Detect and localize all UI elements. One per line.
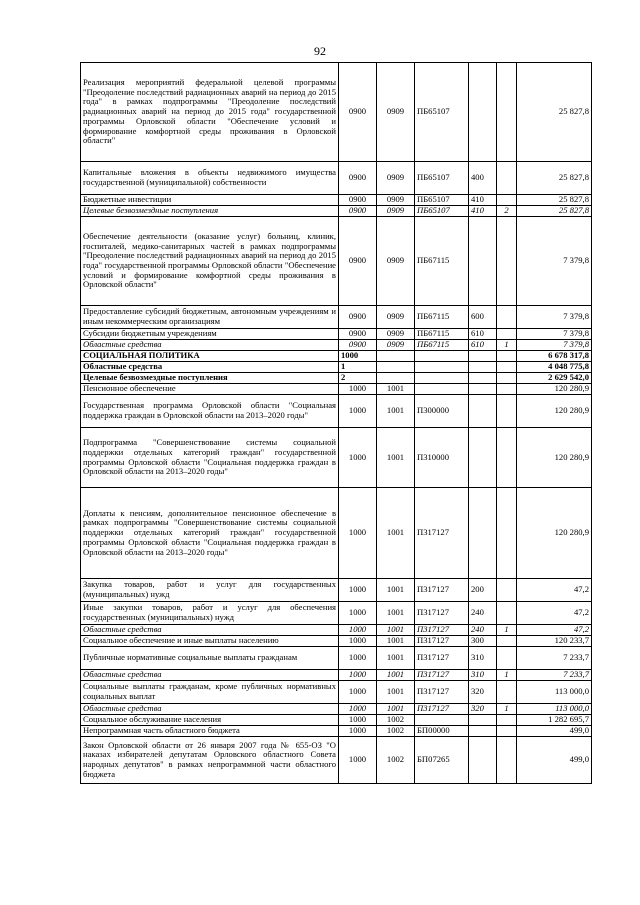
target-article-code: ПБ67115 [415, 340, 469, 351]
expense-type-code: 400 [469, 162, 497, 195]
subsection-code: 0909 [377, 63, 415, 162]
section-code: 0900 [339, 217, 377, 306]
subsection-code [377, 351, 415, 362]
funding-source-code [497, 488, 517, 579]
target-article-code: П317127 [415, 579, 469, 602]
section-code: 1000 [339, 726, 377, 737]
subsection-code: 0909 [377, 329, 415, 340]
row-description: Областные средства [81, 362, 339, 373]
subsection-code: 1001 [377, 395, 415, 428]
funding-source-code [497, 351, 517, 362]
funding-source-code [497, 217, 517, 306]
target-article-code: П300000 [415, 395, 469, 428]
table-row [81, 351, 592, 362]
expense-type-code: 410 [469, 206, 497, 217]
expense-type-code [469, 362, 497, 373]
section-code: 0900 [339, 206, 377, 217]
section-code: 1000 [339, 647, 377, 670]
row-description: Подпрограмма "Совершенствование системы социальной поддержки отдельных категорий граждан" государственной программы Орловской области "Социальная поддержка граждан в Орловской области на 2013–2020 годы" [81, 428, 339, 488]
amount: 7 233,7 [517, 670, 592, 681]
target-article-code: П317127 [415, 636, 469, 647]
section-code: 1000 [339, 670, 377, 681]
table-row [81, 340, 592, 351]
funding-source-code [497, 636, 517, 647]
section-code: 1000 [339, 737, 377, 784]
target-article-code: П317127 [415, 488, 469, 579]
expense-type-code [469, 488, 497, 579]
subsection-code: 0909 [377, 217, 415, 306]
funding-source-code: 2 [497, 206, 517, 217]
table-row [81, 488, 592, 579]
section-code: 1000 [339, 602, 377, 625]
target-article-code: П317127 [415, 670, 469, 681]
funding-source-code [497, 373, 517, 384]
amount: 25 827,8 [517, 63, 592, 162]
table-row [81, 602, 592, 625]
amount: 120 280,9 [517, 428, 592, 488]
amount: 4 048 775,8 [517, 362, 592, 373]
amount: 120 280,9 [517, 395, 592, 428]
subsection-code: 0909 [377, 162, 415, 195]
table-row [81, 428, 592, 488]
row-description: Областные средства [81, 704, 339, 715]
target-article-code: П317127 [415, 704, 469, 715]
table-row [81, 737, 592, 784]
subsection-code: 1001 [377, 488, 415, 579]
subsection-code: 1001 [377, 636, 415, 647]
amount: 6 678 317,8 [517, 351, 592, 362]
amount: 113 000,0 [517, 681, 592, 704]
row-description: Иные закупки товаров, работ и услуг для обеспечения государственных (муниципальных) нужд [81, 602, 339, 625]
subsection-code: 0909 [377, 206, 415, 217]
amount: 47,2 [517, 625, 592, 636]
section-code: 0900 [339, 306, 377, 329]
target-article-code: ПБ67115 [415, 306, 469, 329]
table-row [81, 681, 592, 704]
table-row [81, 636, 592, 647]
page-number: 92 [314, 44, 326, 58]
row-description: Публичные нормативные социальные выплаты гражданам [81, 647, 339, 670]
funding-source-code [497, 647, 517, 670]
funding-source-code [497, 195, 517, 206]
subsection-code: 1001 [377, 625, 415, 636]
amount: 120 280,9 [517, 384, 592, 395]
funding-source-code: 1 [497, 704, 517, 715]
subsection-code: 1001 [377, 384, 415, 395]
subsection-code: 1001 [377, 647, 415, 670]
section-code: 1000 [339, 488, 377, 579]
expense-type-code: 320 [469, 681, 497, 704]
expense-type-code [469, 715, 497, 726]
table-row [81, 217, 592, 306]
table-row [81, 195, 592, 206]
subsection-code: 0909 [377, 195, 415, 206]
target-article-code: БП00000 [415, 726, 469, 737]
row-description: Областные средства [81, 340, 339, 351]
table-row [81, 704, 592, 715]
expense-type-code [469, 395, 497, 428]
expense-type-code [469, 428, 497, 488]
amount: 7 379,8 [517, 329, 592, 340]
expense-type-code: 600 [469, 306, 497, 329]
target-article-code: П317127 [415, 602, 469, 625]
amount: 25 827,8 [517, 162, 592, 195]
expense-type-code [469, 373, 497, 384]
amount: 113 000,0 [517, 704, 592, 715]
budget-table [80, 62, 592, 784]
funding-source-code [497, 602, 517, 625]
funding-source-code [497, 681, 517, 704]
subsection-code: 1001 [377, 704, 415, 715]
expense-type-code: 410 [469, 195, 497, 206]
row-description: Социальное обслуживание населения [81, 715, 339, 726]
table-row [81, 63, 592, 162]
row-description: СОЦИАЛЬНАЯ ПОЛИТИКА [81, 351, 339, 362]
row-description: Социальное обеспечение и иные выплаты населению [81, 636, 339, 647]
section-code: 1000 [339, 681, 377, 704]
row-description: Доплаты к пенсиям, дополнительное пенсионное обеспечение в рамках подпрограммы "Совершенствование системы социальной поддержки отдельных категорий граждан" государственной программы Орловской области "Социальная поддержка граждан в Орловской области на 2013–2020 годы" [81, 488, 339, 579]
target-article-code [415, 351, 469, 362]
row-description: Закупка товаров, работ и услуг для государственных (муниципальных) нужд [81, 579, 339, 602]
target-article-code: ПБ65107 [415, 206, 469, 217]
expense-type-code: 320 [469, 704, 497, 715]
subsection-code: 1002 [377, 737, 415, 784]
expense-type-code [469, 726, 497, 737]
amount: 7 233,7 [517, 647, 592, 670]
amount: 7 379,8 [517, 306, 592, 329]
section-code: 1000 [339, 428, 377, 488]
expense-type-code [469, 737, 497, 784]
amount: 47,2 [517, 602, 592, 625]
section-code: 0900 [339, 329, 377, 340]
section-code: 1000 [339, 625, 377, 636]
table-row [81, 395, 592, 428]
amount: 7 379,8 [517, 217, 592, 306]
table-row [81, 625, 592, 636]
expense-type-code [469, 217, 497, 306]
funding-source-code: 1 [497, 670, 517, 681]
section-code: 0900 [339, 162, 377, 195]
row-description: Закон Орловской области от 26 января 2007 года № 655-ОЗ "О наказах избирателей депутатам Орловского областного Совета народных депутатов" в рамках непрограммной части областного бюджета [81, 737, 339, 784]
row-description: Реализация мероприятий федеральной целевой программы "Преодоление последствий радиационных аварий на период до 2015 года" в рамках подпрограммы "Преодоление последствий радиационных аварий на период до 2015 года" государственной программы Орловской области "Обеспечение условий и формирование комфортной среды проживания в Орловской области" [81, 63, 339, 162]
amount: 1 282 695,7 [517, 715, 592, 726]
target-article-code: ПБ65107 [415, 162, 469, 195]
row-description: Целевые безвозмездные поступления [81, 373, 339, 384]
target-article-code: БП07265 [415, 737, 469, 784]
subsection-code: 1002 [377, 726, 415, 737]
expense-type-code: 240 [469, 625, 497, 636]
expense-type-code [469, 351, 497, 362]
target-article-code [415, 362, 469, 373]
table-row [81, 362, 592, 373]
row-description: Областные средства [81, 670, 339, 681]
row-description: Субсидии бюджетным учреждениям [81, 329, 339, 340]
section-code: 1000 [339, 636, 377, 647]
expense-type-code: 610 [469, 329, 497, 340]
target-article-code: ПБ67115 [415, 329, 469, 340]
amount: 2 629 542,0 [517, 373, 592, 384]
table-row [81, 384, 592, 395]
target-article-code [415, 715, 469, 726]
section-code: 2 [339, 373, 377, 384]
funding-source-code: 1 [497, 340, 517, 351]
expense-type-code: 300 [469, 636, 497, 647]
table-row [81, 306, 592, 329]
expense-type-code [469, 384, 497, 395]
table-row [81, 373, 592, 384]
row-description: Капитальные вложения в объекты недвижимого имущества государственной (муниципальной) собственности [81, 162, 339, 195]
subsection-code: 0909 [377, 306, 415, 329]
funding-source-code [497, 63, 517, 162]
expense-type-code: 610 [469, 340, 497, 351]
target-article-code: П317127 [415, 681, 469, 704]
target-article-code [415, 384, 469, 395]
subsection-code: 1001 [377, 428, 415, 488]
amount: 7 379,8 [517, 340, 592, 351]
table-row [81, 647, 592, 670]
table-row [81, 206, 592, 217]
amount: 120 280,9 [517, 488, 592, 579]
table-row [81, 162, 592, 195]
section-code: 0900 [339, 340, 377, 351]
subsection-code [377, 373, 415, 384]
table-row [81, 715, 592, 726]
target-article-code: ПБ65107 [415, 195, 469, 206]
funding-source-code [497, 162, 517, 195]
table-row [81, 726, 592, 737]
target-article-code: П310000 [415, 428, 469, 488]
amount: 499,0 [517, 737, 592, 784]
row-description: Обеспечение деятельности (оказание услуг) больниц, клиник, госпиталей, медико-санитарных частей в рамках подпрограммы "Преодоление последствий радиационных аварий на период до 2015 года" государственной программы Орловской области "Обеспечение условий и формирование комфортной среды проживания в Орловской области" [81, 217, 339, 306]
row-description: Государственная программа Орловской области "Социальная поддержка граждан в Орловской области на 2013–2020 годы" [81, 395, 339, 428]
section-code: 0900 [339, 63, 377, 162]
target-article-code: ПБ65107 [415, 63, 469, 162]
table-row [81, 670, 592, 681]
subsection-code: 1001 [377, 681, 415, 704]
funding-source-code [497, 329, 517, 340]
section-code: 1000 [339, 395, 377, 428]
funding-source-code [497, 395, 517, 428]
subsection-code: 1002 [377, 715, 415, 726]
expense-type-code: 240 [469, 602, 497, 625]
row-description: Непрограммная часть областного бюджета [81, 726, 339, 737]
section-code: 1000 [339, 704, 377, 715]
target-article-code: П317127 [415, 647, 469, 670]
amount: 499,0 [517, 726, 592, 737]
expense-type-code: 310 [469, 670, 497, 681]
expense-type-code: 310 [469, 647, 497, 670]
section-code: 0900 [339, 195, 377, 206]
funding-source-code [497, 737, 517, 784]
table-row [81, 329, 592, 340]
section-code: 1000 [339, 715, 377, 726]
funding-source-code [497, 384, 517, 395]
subsection-code: 1001 [377, 602, 415, 625]
amount: 47,2 [517, 579, 592, 602]
funding-source-code: 1 [497, 625, 517, 636]
section-code: 1000 [339, 351, 377, 362]
subsection-code [377, 362, 415, 373]
row-description: Социальные выплаты гражданам, кроме публичных нормативных социальных выплат [81, 681, 339, 704]
row-description: Предоставление субсидий бюджетным, автономным учреждениям и иным некоммерческим организациям [81, 306, 339, 329]
expense-type-code: 200 [469, 579, 497, 602]
row-description: Бюджетные инвестиции [81, 195, 339, 206]
target-article-code: ПБ67115 [415, 217, 469, 306]
row-description: Пенсионное обеспечение [81, 384, 339, 395]
section-code: 1000 [339, 384, 377, 395]
funding-source-code [497, 306, 517, 329]
amount: 25 827,8 [517, 195, 592, 206]
funding-source-code [497, 579, 517, 602]
funding-source-code [497, 362, 517, 373]
target-article-code: П317127 [415, 625, 469, 636]
funding-source-code [497, 428, 517, 488]
section-code: 1 [339, 362, 377, 373]
target-article-code [415, 373, 469, 384]
funding-source-code [497, 715, 517, 726]
subsection-code: 0909 [377, 340, 415, 351]
subsection-code: 1001 [377, 579, 415, 602]
row-description: Целевые безвозмездные поступления [81, 206, 339, 217]
row-description: Областные средства [81, 625, 339, 636]
expense-type-code [469, 63, 497, 162]
amount: 25 827,8 [517, 206, 592, 217]
subsection-code: 1001 [377, 670, 415, 681]
funding-source-code [497, 726, 517, 737]
table-row [81, 579, 592, 602]
amount: 120 233,7 [517, 636, 592, 647]
section-code: 1000 [339, 579, 377, 602]
